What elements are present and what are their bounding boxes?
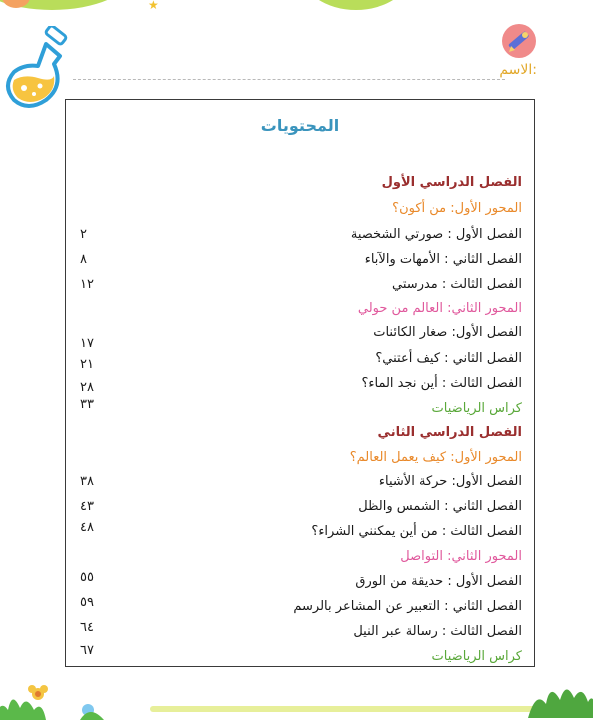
toc-entry[interactable]: الفصل الثالث : مدرستي ١٢: [80, 277, 522, 292]
pencil-icon: [500, 22, 538, 60]
toc-entry-math[interactable]: كراس الرياضيات ٦٧: [80, 643, 522, 664]
toc-entry[interactable]: الفصل الثاني : كيف أعتني؟ ٢١: [80, 351, 522, 372]
page-number: ١٧: [80, 336, 94, 351]
name-input-line[interactable]: [73, 79, 505, 80]
table-of-contents: [65, 99, 535, 667]
semester-1-heading: الفصل الدراسي الأول: [381, 175, 522, 190]
toc-entry[interactable]: الفصل الأول : حديقة من الورق ٥٥: [80, 570, 522, 589]
toc-entry[interactable]: الفصل الثالث : من أين يمكنني الشراء؟ ٤٨: [80, 520, 522, 539]
bottom-decoration-line: [150, 706, 550, 712]
toc-entry[interactable]: الفصل الثاني : الشمس والظل ٤٣: [80, 499, 522, 514]
grass-decoration: [528, 676, 593, 718]
toc-entry-math[interactable]: كراس الرياضيات ٣٣: [80, 397, 522, 416]
semester-1-axis-2-heading: المحور الثاني: العالم من حولي: [357, 301, 522, 316]
toc-entry[interactable]: الفصل الثالث : رسالة عبر النيل ٦٤: [80, 620, 522, 639]
semester-2-axis-1-heading: المحور الأول: كيف يعمل العالم؟: [349, 450, 522, 465]
name-label: الاسم:: [499, 62, 537, 78]
star-decoration-icon: ★: [148, 0, 159, 12]
toc-entry[interactable]: الفصل الثالث : أين نجد الماء؟ ٢٨: [80, 376, 522, 395]
toc-entry[interactable]: الفصل الثاني : الأمهات والآباء ٨: [80, 252, 522, 267]
semester-2-heading: الفصل الدراسي الثاني: [377, 425, 522, 440]
contents-title: المحتويات: [260, 116, 340, 135]
toc-entry[interactable]: الفصل الثاني : التعبير عن المشاعر بالرسم ٥٩: [80, 595, 522, 614]
flowers-decoration: [0, 680, 114, 720]
toc-entry[interactable]: الفصل الأول : صورتي الشخصية ٢: [80, 227, 522, 242]
semester-1-axis-1-heading: المحور الأول: من أكون؟: [392, 201, 522, 216]
toc-entry[interactable]: الفصل الأول: صغار الكائنات: [373, 325, 522, 340]
top-right-decoration: [300, 0, 412, 10]
semester-2-axis-2-heading: المحور الثاني: التواصل: [400, 549, 522, 564]
toc-entry[interactable]: الفصل الأول: حركة الأشياء ٣٨: [80, 474, 522, 489]
